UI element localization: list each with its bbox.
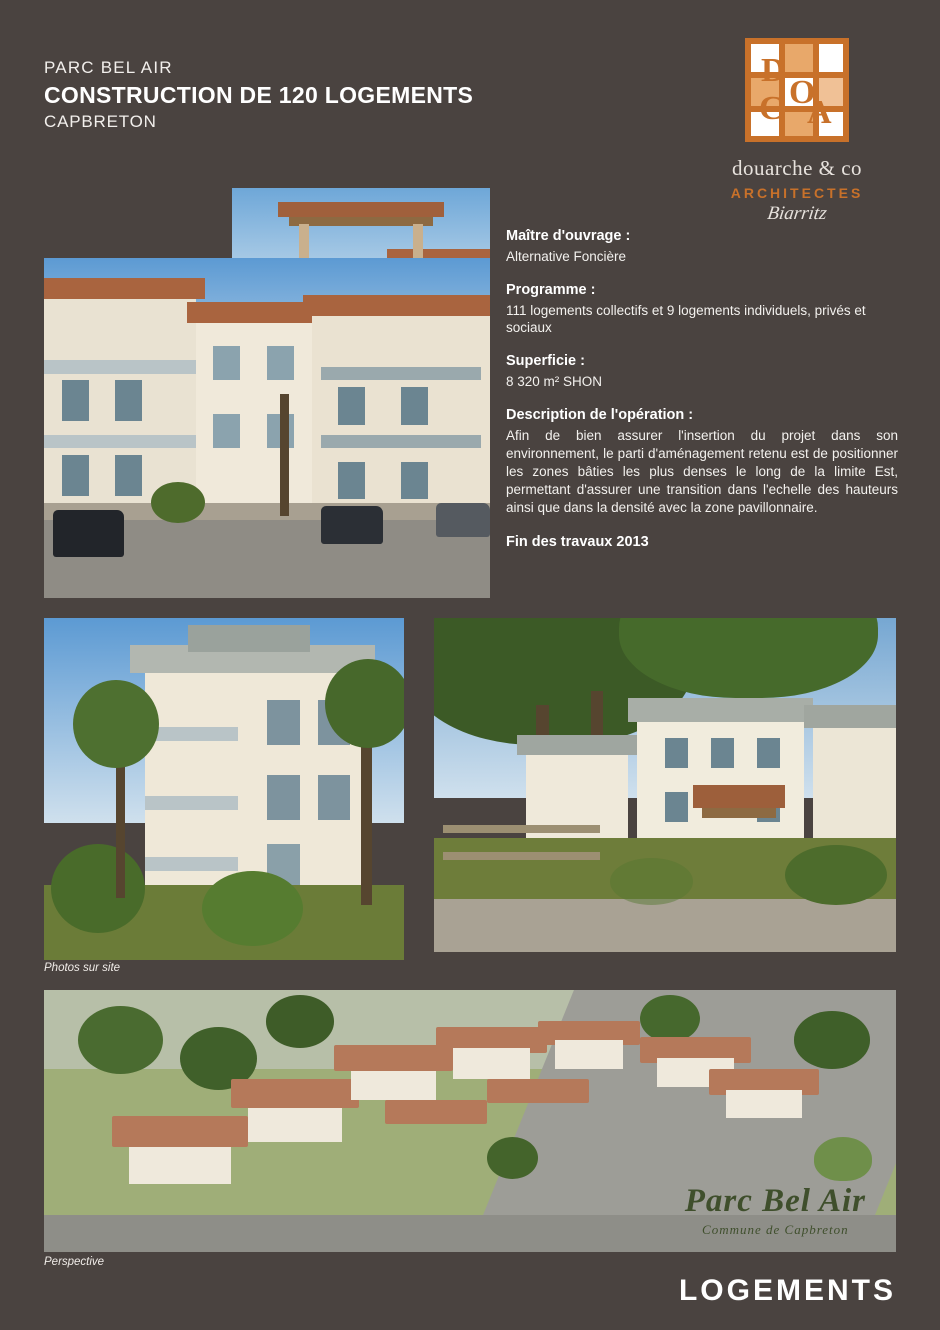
caption-photos-site: Photos sur site (44, 962, 121, 974)
page-title: CONSTRUCTION DE 120 LOGEMENTS (44, 82, 474, 108)
area-label: Superficie : (506, 353, 585, 369)
caption-perspective: Perspective (44, 1256, 105, 1268)
render-logo-subtitle: Commune de Capbreton (702, 1222, 849, 1237)
owner-label: Maître d'ouvrage : (506, 228, 631, 244)
info-group-program (506, 282, 898, 336)
logo-company-role: ARCHITECTES (730, 185, 864, 201)
project-city: CAPBRETON (44, 112, 157, 131)
logo-letter-c: C (759, 90, 784, 127)
description-label: Description de l'opération : (506, 407, 694, 423)
logo-mark-icon (745, 38, 849, 142)
logo-company-name: douarche & co (731, 156, 863, 180)
logo-letter-o: O (789, 74, 816, 111)
photo-site-right (434, 618, 896, 952)
works-end-value: Fin des travaux 2013 (506, 534, 649, 550)
render-logo (685, 1183, 866, 1238)
logo-letter-d: D (761, 52, 786, 89)
area-value: 8 320 m² SHON (506, 374, 603, 389)
photo-perspective-render (44, 990, 896, 1252)
tree-icon (814, 1137, 872, 1181)
photo-street-view (44, 258, 490, 598)
photo-site-left (44, 618, 404, 960)
info-group-area (506, 353, 898, 390)
logo-letters (745, 38, 849, 142)
page-header (44, 58, 644, 132)
footer-category: LOGEMENTS (678, 1274, 896, 1307)
program-label: Programme : (506, 282, 596, 298)
project-name: PARC BEL AIR (44, 58, 173, 77)
info-group-description (506, 407, 898, 517)
program-value: 111 logements collectifs et 9 logements individuels, privés et sociaux (506, 303, 866, 335)
description-value: Afin de bien assurer l'insertion du projet dans son environnement, le parti d'aménagement retenu est de positionner les zones bâties les plus denses le long de la limite Est, permettant d'assurer une transition dans l'echelle des hauteurs ainsi que dans la densité avec la zone pavillonnaire. (506, 428, 898, 515)
render-logo-title: Parc Bel Air (684, 1183, 866, 1219)
logo-company-city: Biarritz (766, 203, 829, 224)
info-group-owner (506, 228, 898, 265)
owner-value: Alternative Foncière (506, 249, 627, 264)
logo-letter-a: A (807, 94, 832, 131)
project-info (506, 228, 898, 551)
company-logo (702, 38, 892, 225)
